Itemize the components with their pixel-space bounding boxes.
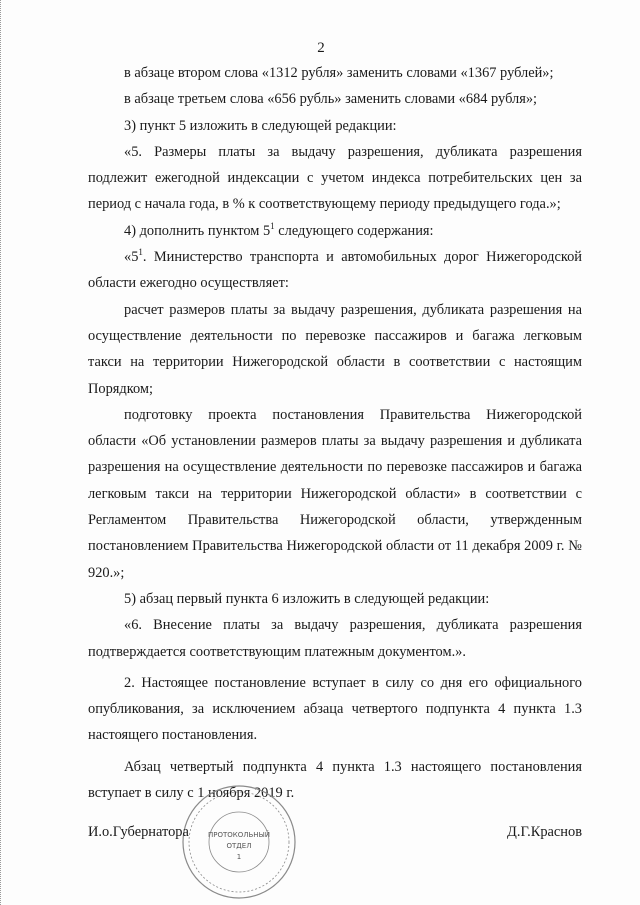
paragraph: расчет размеров платы за выдачу разрешения, дубликата разрешения на осуществление деятельности по перевозке пассажиров и багажа легковым такси на территории Нижегородской области в соответствии с настоящим Порядком;	[88, 301, 582, 397]
paragraph	[88, 218, 582, 244]
paragraph: «6. Внесение платы за выдачу разрешения, дубликата разрешения подтверждается соответствующим платежным документом.».	[88, 617, 582, 660]
document-body	[88, 60, 582, 806]
paragraph: 2. Настоящее постановление вступает в силу со дня его официального опубликования, за исключением абзаца четвертого подпункта 4 пункта 1.3 настоящего постановления.	[88, 674, 582, 744]
paragraph-text: «5	[124, 249, 139, 266]
paragraph: подготовку проекта постановления Правительства Нижегородской области «Об установлении размеров платы за выдачу разрешения и дубликата разрешения на осуществление деятельности по перевозке пассажиров и багажа легковым такси на территории Нижегородской области» в соответствии с Регламентом Правительства Нижегородской области, утвержденным постановлением Правительства Нижегородской области от 11 декабря 2009 г. № 920.»;	[88, 406, 582, 581]
paragraph: в абзаце втором слова «1312 рубля» заменить словами «1367 рублей»;	[124, 65, 554, 81]
signatory-title: И.о.Губернатора	[88, 824, 189, 840]
paragraph	[88, 244, 582, 297]
superscript: 1	[270, 220, 275, 231]
superscript: 1	[138, 247, 143, 258]
paragraph: в абзаце третьем слова «656 рубль» заменить словами «684 рубля»;	[124, 91, 538, 108]
page-number: 2	[317, 40, 325, 56]
paragraph-text: 4) дополнить пунктом 5	[124, 222, 271, 239]
paragraph-text: следующего содержания:	[274, 222, 434, 239]
stamp-line3: 1	[236, 853, 242, 861]
paragraph: «5. Размеры платы за выдачу разрешения, дубликата разрешения подлежит ежегодной индексации с учетом индекса потребительских цен за период с начала года, в % к соответствующему периоду предыдущего года.»;	[88, 143, 582, 213]
stamp-line2: ОТДЕЛ	[226, 842, 252, 850]
signatory-name: Д.Г.Краснов	[507, 824, 582, 840]
paragraph: 3) пункт 5 изложить в следующей редакции:	[124, 117, 397, 134]
signature-block	[88, 824, 582, 848]
paragraph: 5) абзац первый пункта 6 изложить в следующей редакции:	[124, 590, 490, 607]
paragraph: Абзац четвертый подпункта 4 пункта 1.3 настоящего постановления вступает в силу с 1 ноября 2019 г.	[88, 758, 582, 802]
stamp-line1: ПРОТОКОЛЬНЫЙ	[207, 831, 271, 839]
paragraph-text: . Министерство транспорта и автомобильных дорог Нижегородской области ежегодно осуществляет:	[88, 249, 582, 292]
